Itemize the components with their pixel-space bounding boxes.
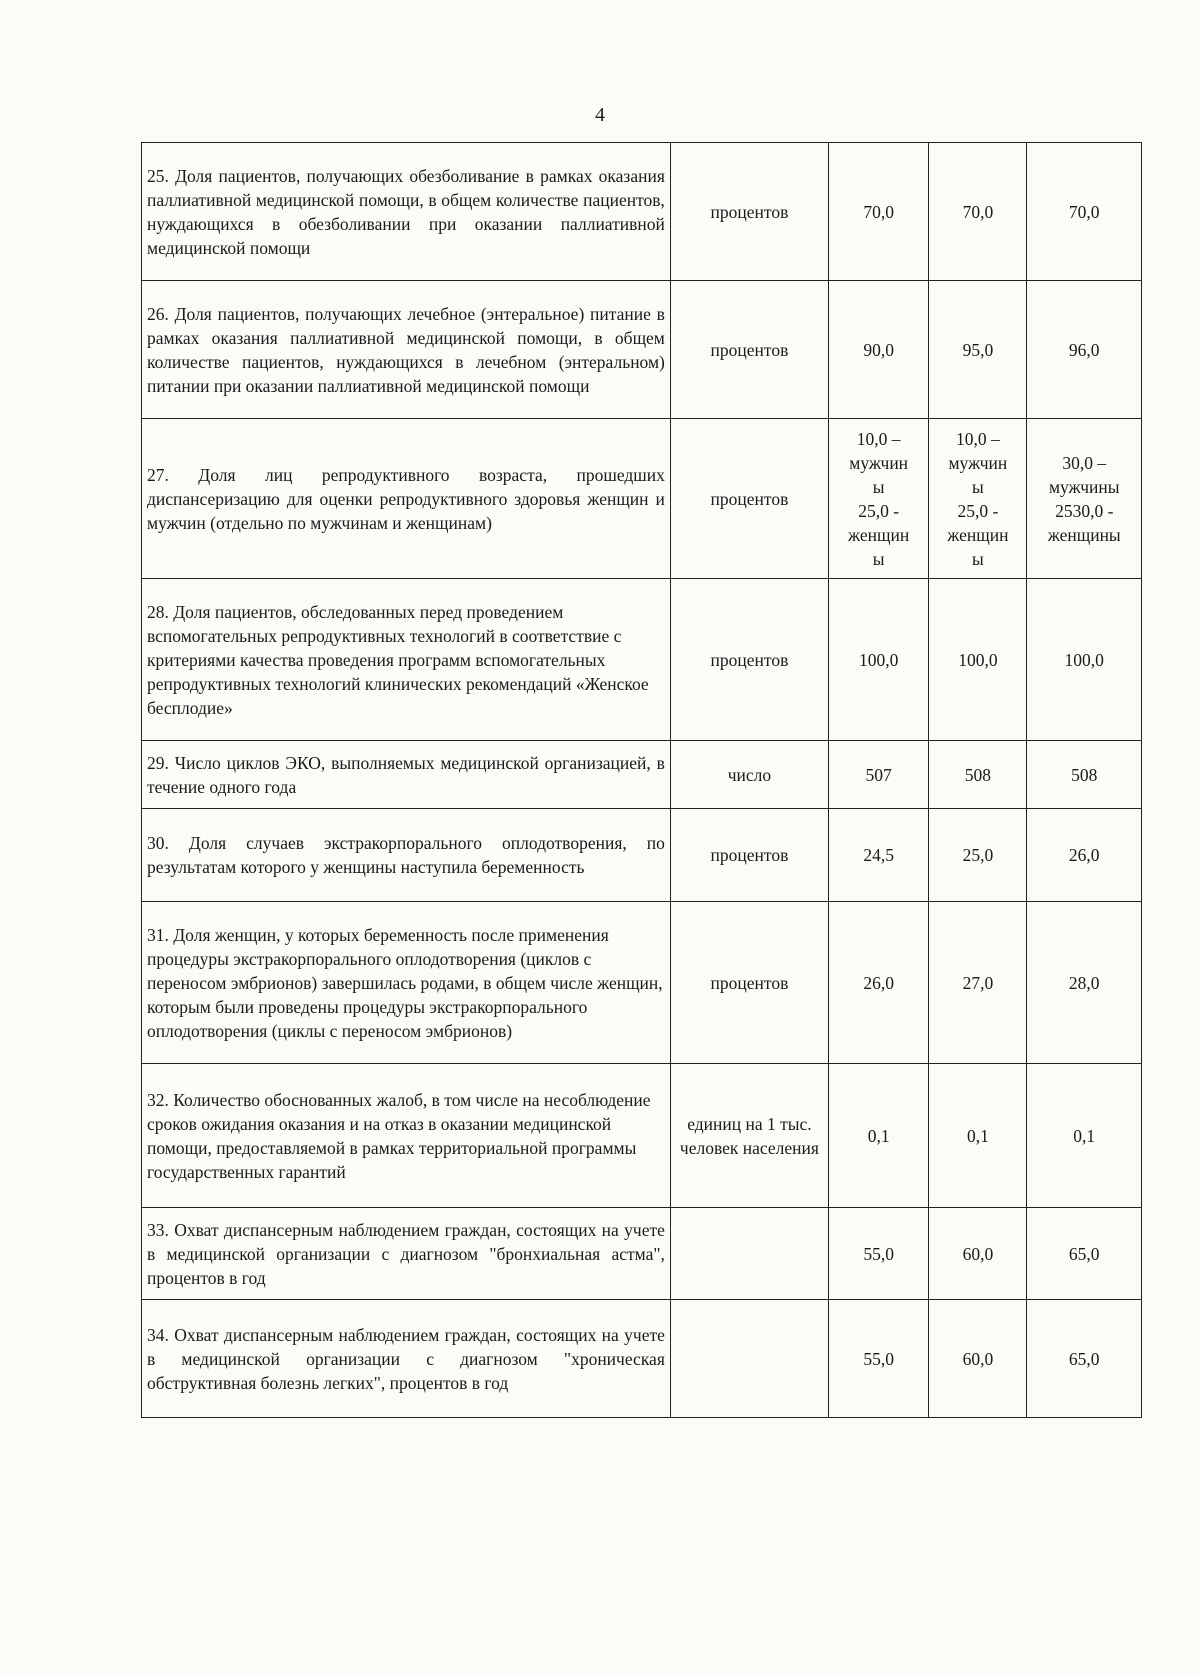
value-line: 2530,0 - — [1055, 500, 1114, 521]
value-cell: 0,1 — [829, 1064, 929, 1208]
indicator-name: 28. Доля пациентов, обследованных перед проведением вспомогательных репродуктивных технологий в соответствие с критериями качества проведения программ вспомогательных репродуктивных технологий клинических рекомендаций «Женское бесплодие» — [142, 579, 671, 741]
value-cell: 65,0 — [1027, 1300, 1142, 1418]
value-line: женщины — [1047, 524, 1121, 545]
value-cell: 24,5 — [829, 809, 929, 902]
indicator-name: 26. Доля пациентов, получающих лечебное (энтеральное) питание в рамках оказания паллиативной медицинской помощи, в общем количестве пациентов, нуждающихся в лечебном (энтеральном) питании при оказании паллиативной медицинской помощи — [142, 281, 671, 419]
indicator-name: 34. Охват диспансерным наблюдением граждан, состоящих на учете в медицинской организации с диагнозом "хроническая обструктивная болезнь легких", процентов в год — [142, 1300, 671, 1418]
value-line: 10,0 – — [856, 428, 901, 449]
value-cell: 100,0 — [929, 579, 1027, 741]
indicator-name: 29. Число циклов ЭКО, выполняемых медицинской организацией, в течение одного года — [142, 741, 671, 809]
table-row — [142, 143, 1142, 281]
value-cell: 508 — [929, 741, 1027, 809]
value-line: мужчин — [948, 452, 1008, 473]
value-cell: 100,0 — [829, 579, 929, 741]
indicator-name: 25. Доля пациентов, получающих обезболивание в рамках оказания паллиативной медицинской помощи, в общем количестве пациентов, нуждающихся в обезболивании при оказании паллиативной медицинской помощи — [142, 143, 671, 281]
value-cell: 60,0 — [929, 1300, 1027, 1418]
table-row — [142, 809, 1142, 902]
value-cell: 70,0 — [929, 143, 1027, 281]
value-cell — [929, 419, 1027, 579]
value-line: мужчины — [1048, 476, 1120, 497]
value-cell: 70,0 — [1027, 143, 1142, 281]
value-cell: 0,1 — [1027, 1064, 1142, 1208]
table-row — [142, 902, 1142, 1064]
value-line: женщин — [947, 524, 1009, 545]
table-row — [142, 579, 1142, 741]
value-cell: 70,0 — [829, 143, 929, 281]
unit-cell: процентов — [670, 419, 828, 579]
value-line: женщин — [848, 524, 910, 545]
value-cell: 95,0 — [929, 281, 1027, 419]
table-row — [142, 1300, 1142, 1418]
indicator-name: 30. Доля случаев экстракорпорального оплодотворения, по результатам которого у женщины наступила беременность — [142, 809, 671, 902]
value-line: 30,0 – — [1062, 452, 1107, 473]
table-row — [142, 1208, 1142, 1300]
value-line: 25,0 - — [957, 500, 999, 521]
value-cell: 28,0 — [1027, 902, 1142, 1064]
page-number: 4 — [595, 104, 605, 126]
value-cell: 65,0 — [1027, 1208, 1142, 1300]
table-row — [142, 281, 1142, 419]
table-row — [142, 419, 1142, 579]
value-line: ы — [872, 548, 885, 569]
indicator-name: 27. Доля лиц репродуктивного возраста, прошедших диспансеризацию для оценки репродуктивного здоровья женщин и мужчин (отдельно по мужчинам и женщинам) — [142, 419, 671, 579]
value-cell: 26,0 — [1027, 809, 1142, 902]
unit-cell: единиц на 1 тыс. человек населения — [670, 1064, 828, 1208]
value-line: 10,0 – — [956, 428, 1000, 449]
unit-cell — [670, 1300, 828, 1418]
indicator-name: 32. Количество обоснованных жалоб, в том числе на несоблюдение сроков ожидания оказания и на отказ в оказании медицинской помощи, предоставляемой в рамках территориальной программы государственных гарантий — [142, 1064, 671, 1208]
indicator-name: 33. Охват диспансерным наблюдением граждан, состоящих на учете в медицинской организации с диагнозом "бронхиальная астма", процентов в год — [142, 1208, 671, 1300]
unit-cell — [670, 1208, 828, 1300]
value-line: мужчин — [849, 452, 909, 473]
indicator-name: 31. Доля женщин, у которых беременность после применения процедуры экстракорпорального оплодотворения (циклов с переносом эмбрионов) завершилась родами, в общем числе женщин, которым были проведены процедуры экстракорпорального оплодотворения (циклы с переносом эмбрионов) — [142, 902, 671, 1064]
value-cell: 507 — [829, 741, 929, 809]
unit-cell: процентов — [670, 281, 828, 419]
value-cell: 508 — [1027, 741, 1142, 809]
value-cell: 100,0 — [1027, 579, 1142, 741]
value-cell — [1027, 419, 1142, 579]
value-line: ы — [872, 476, 885, 497]
value-line: ы — [972, 476, 984, 497]
unit-cell: процентов — [670, 143, 828, 281]
value-cell: 55,0 — [829, 1208, 929, 1300]
table-row — [142, 1064, 1142, 1208]
unit-cell: процентов — [670, 902, 828, 1064]
table-row — [142, 741, 1142, 809]
value-cell: 60,0 — [929, 1208, 1027, 1300]
unit-cell: процентов — [670, 579, 828, 741]
indicators-table — [141, 142, 1142, 1418]
value-cell: 96,0 — [1027, 281, 1142, 419]
value-line: 25,0 - — [858, 500, 900, 521]
value-cell: 55,0 — [829, 1300, 929, 1418]
value-cell: 0,1 — [929, 1064, 1027, 1208]
value-cell: 27,0 — [929, 902, 1027, 1064]
value-line: ы — [972, 548, 984, 569]
value-cell: 26,0 — [829, 902, 929, 1064]
value-cell — [829, 419, 929, 579]
unit-cell: число — [670, 741, 828, 809]
value-cell: 25,0 — [929, 809, 1027, 902]
value-cell: 90,0 — [829, 281, 929, 419]
unit-cell: процентов — [670, 809, 828, 902]
